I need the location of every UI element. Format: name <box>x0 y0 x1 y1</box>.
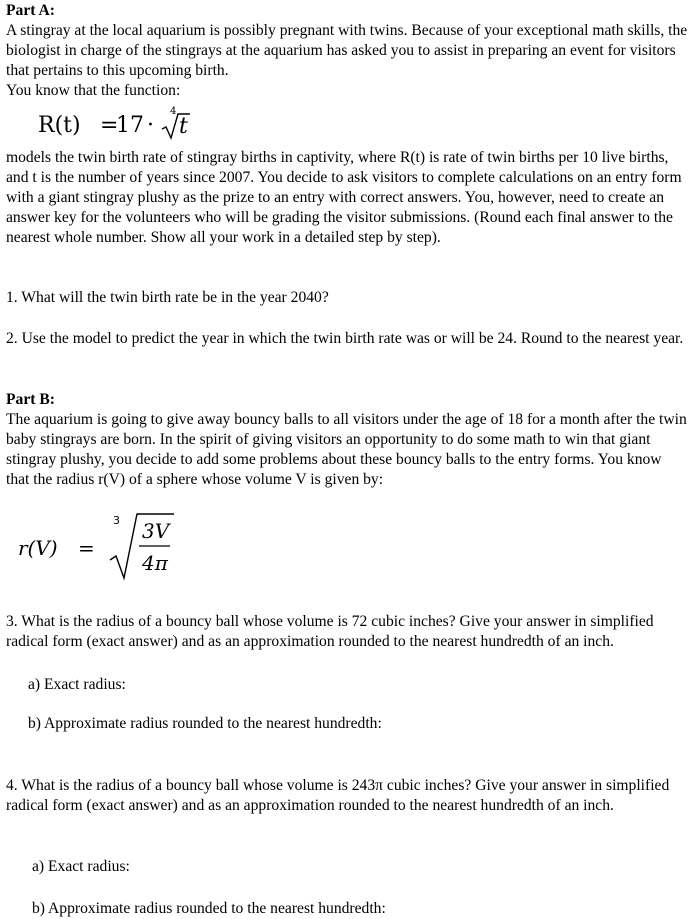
question-4 <box>6 776 688 816</box>
question-3b-label: b) Approximate radius rounded to the nearest hundredth: <box>28 715 382 732</box>
question-2-text: 2. Use the model to predict the year in which the twin birth rate was or will be 24. Round to the nearest year. <box>6 330 684 347</box>
radius-formula <box>18 510 218 582</box>
question-4a <box>32 857 672 877</box>
question-3 <box>6 612 688 652</box>
question-2 <box>6 329 688 349</box>
part-a-section <box>6 1 688 101</box>
question-1-text: 1. What will the twin birth rate be in the year 2040? <box>6 289 329 306</box>
formula-radicand: t <box>179 114 188 139</box>
formula-lhs: R(t) <box>38 113 81 138</box>
radius-formula-lhs: r(V) <box>18 536 58 560</box>
model-description: models the twin birth rate of stingray births in captivity, where R(t) is rate of twin births per 10 live births, and t is the number of years since 2007. You decide to ask visitors to complete calculations on an entry form with a giant stingray plushy as the prize to an entry with correct answers. You, however, need to create an answer key for the volunteers who will be grading the visitor submissions. (Round each final answer to the nearest whole number. Show all your work in a detailed step by step). <box>6 149 682 246</box>
formula-denominator: 4π <box>142 551 168 575</box>
question-4a-label: a) Exact radius: <box>32 858 130 875</box>
question-4b <box>32 899 672 919</box>
question-3-text: 3. What is the radius of a bouncy ball whose volume is 72 cubic inches? Give your answer in simplified radical form (exact answer) and as an approximation rounded to the nearest hundredth of an inch. <box>6 613 654 650</box>
question-4b-label: b) Approximate radius rounded to the nearest hundredth: <box>32 900 386 917</box>
formula-numerator: 3V <box>142 519 170 543</box>
question-3a <box>28 675 668 695</box>
birth-rate-formula <box>38 106 238 144</box>
part-b-heading: Part B: <box>6 391 55 408</box>
question-1 <box>6 288 688 308</box>
formula-coefficient: 17 <box>116 113 144 138</box>
question-3b <box>28 714 668 734</box>
radius-formula-equals: = <box>78 536 95 560</box>
part-a-body <box>6 148 688 248</box>
question-4-text: 4. What is the radius of a bouncy ball whose volume is 243π cubic inches? Give your answer in simplified radical form (exact answer) and as an approximation rounded to the nearest hundredth of an inch. <box>6 777 670 814</box>
formula-equals: = <box>100 113 119 138</box>
part-b-section <box>6 390 688 490</box>
formula-dot: · <box>147 113 154 138</box>
cube-root-index: 3 <box>113 514 120 527</box>
part-b-intro: The aquarium is going to give away bouncy balls to all visitors under the age of 18 for a month after the twin baby stingrays are born. In the spirit of giving visitors an opportunity to do some math to win that giant stingray plushy, you decide to add some problems about these bouncy balls to the entry forms. You know that the radius r(V) of a sphere whose volume V is given by: <box>6 411 687 488</box>
root-index: 4 <box>170 106 177 117</box>
question-3a-label: a) Exact radius: <box>28 676 126 693</box>
part-a-intro: A stingray at the local aquarium is possibly pregnant with twins. Because of your exceptional math skills, the biologist in charge of the stingrays at the aquarium has asked you to assist in preparing an event for visitors that pertains to this upcoming birth. <box>6 22 688 79</box>
part-a-heading: Part A: <box>6 2 55 19</box>
function-lead-in: You know that the function: <box>6 82 181 99</box>
